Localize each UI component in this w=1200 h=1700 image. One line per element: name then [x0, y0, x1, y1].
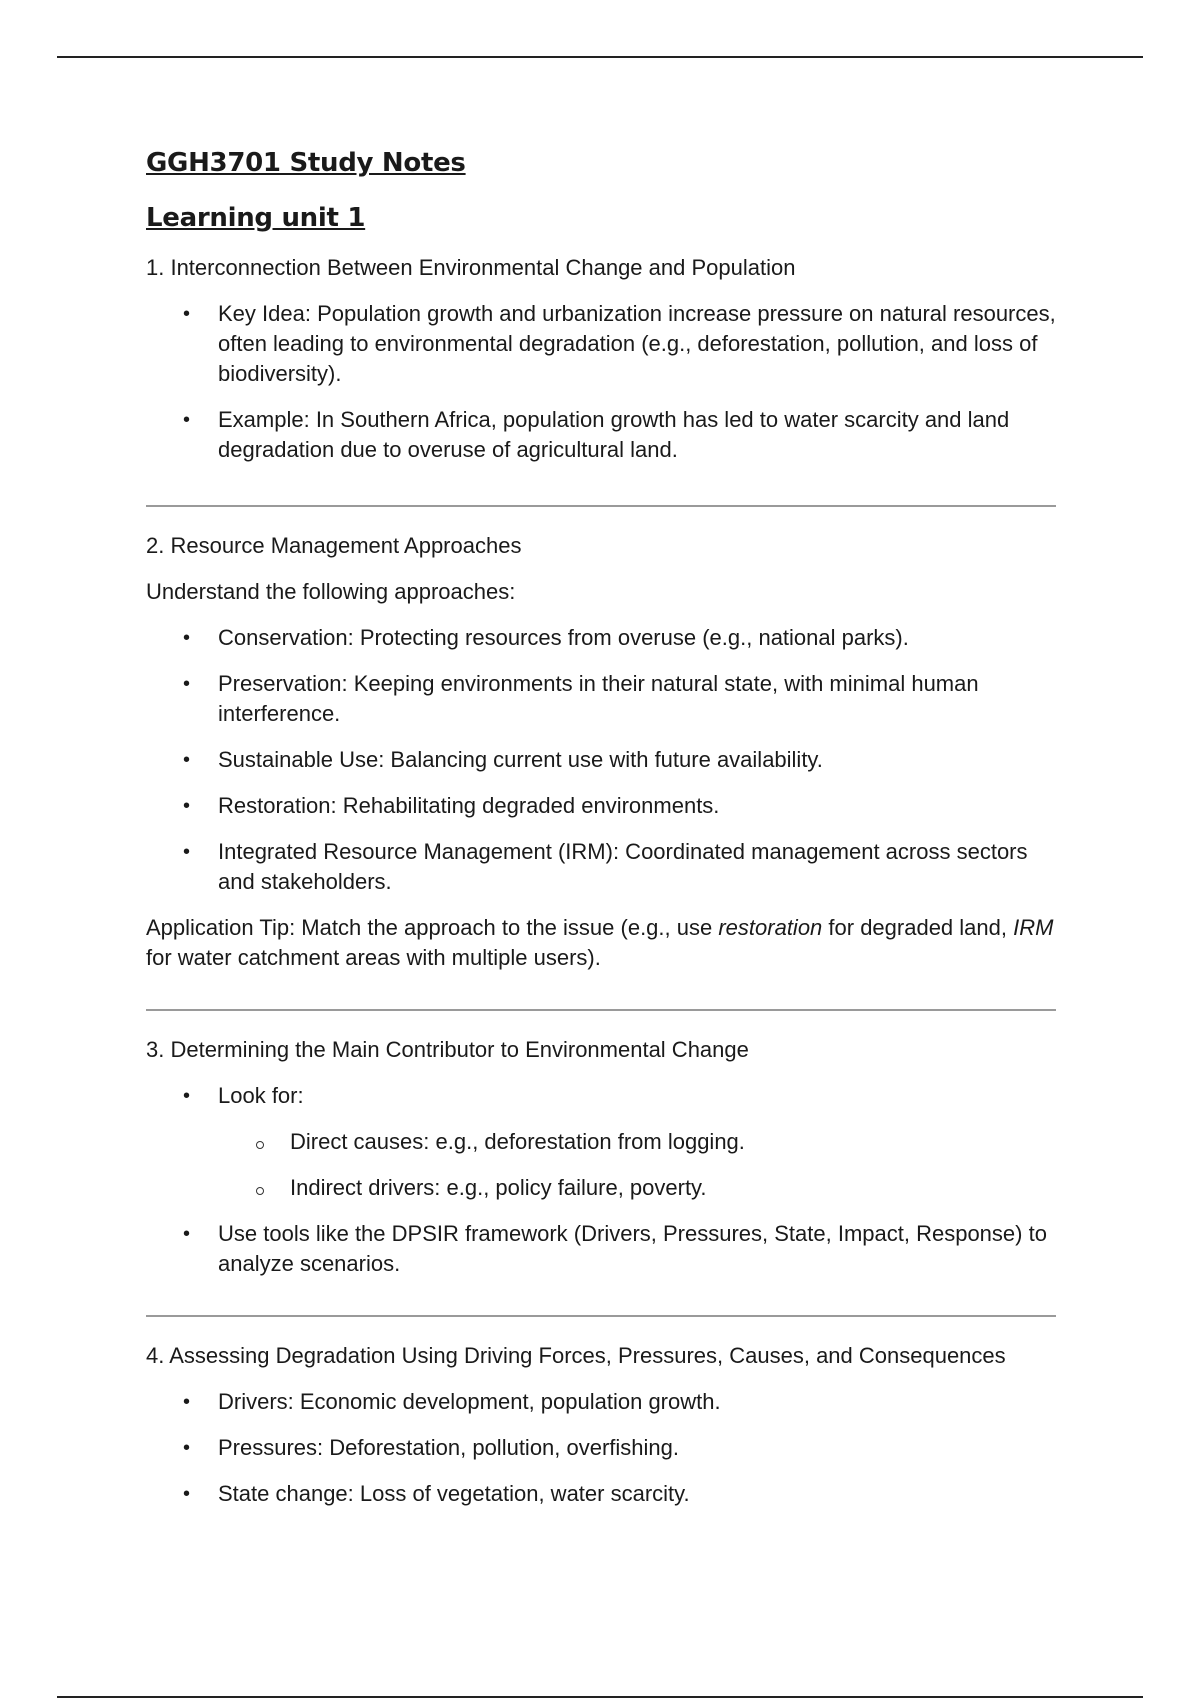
- list-item: • Key Idea: Population growth and urbanization increase pressure on natural resources, often leading to environmental degradation (e.g., deforestation, pollution, and loss of biodiversity).: [146, 299, 1056, 389]
- section-2-heading: 2. Resource Management Approaches: [146, 533, 522, 558]
- list-item: • Sustainable Use: Balancing current use with future availability.: [146, 745, 1056, 775]
- document-body: [146, 148, 1056, 1509]
- document-title: GGH3701 Study Notes: [146, 148, 466, 178]
- list-item: • Drivers: Economic development, population growth.: [146, 1387, 1056, 1417]
- section-4-heading: 4. Assessing Degradation Using Driving Forces, Pressures, Causes, and Consequences: [146, 1343, 1006, 1368]
- section-2-list: [146, 623, 1056, 897]
- section-divider: [146, 505, 1056, 507]
- list-item: • Use tools like the DPSIR framework (Drivers, Pressures, State, Impact, Response) to analyze scenarios.: [146, 1219, 1056, 1279]
- section-3-list: [146, 1081, 1056, 1111]
- section-1-list: [146, 299, 1056, 465]
- section-1-heading: 1. Interconnection Between Environmental Change and Population: [146, 255, 796, 280]
- section-2-intro: Understand the following approaches:: [146, 579, 516, 604]
- list-item: • Conservation: Protecting resources from overuse (e.g., national parks).: [146, 623, 1056, 653]
- section-3-heading: 3. Determining the Main Contributor to Environmental Change: [146, 1037, 749, 1062]
- section-divider: [146, 1315, 1056, 1317]
- list-item: • Pressures: Deforestation, pollution, overfishing.: [146, 1433, 1056, 1463]
- section-divider: [146, 1009, 1056, 1011]
- list-item: • Preservation: Keeping environments in their natural state, with minimal human interference.: [146, 669, 1056, 729]
- list-item: • Example: In Southern Africa, population growth has led to water scarcity and land degradation due to overuse of agricultural land.: [146, 405, 1056, 465]
- list-item: • Look for:: [146, 1081, 1056, 1111]
- learning-unit-title: Learning unit 1: [146, 203, 366, 233]
- page-bottom-rule: [57, 1696, 1143, 1698]
- sub-list-item: Direct causes: e.g., deforestation from logging.: [146, 1127, 1056, 1157]
- page-top-rule: [57, 56, 1143, 58]
- section-3-sublist: [146, 1127, 1056, 1203]
- list-item: • Restoration: Rehabilitating degraded environments.: [146, 791, 1056, 821]
- list-item: • State change: Loss of vegetation, water scarcity.: [146, 1479, 1056, 1509]
- list-item: • Integrated Resource Management (IRM): Coordinated management across sectors and stakeholders.: [146, 837, 1056, 897]
- sub-list-item: Indirect drivers: e.g., policy failure, poverty.: [146, 1173, 1056, 1203]
- section-3-list-2: [146, 1219, 1056, 1279]
- application-tip: Application Tip: Match the approach to the issue (e.g., use restoration for degraded land, IRM for water catchment areas with multiple users).: [146, 915, 1054, 970]
- section-4-list: [146, 1387, 1056, 1509]
